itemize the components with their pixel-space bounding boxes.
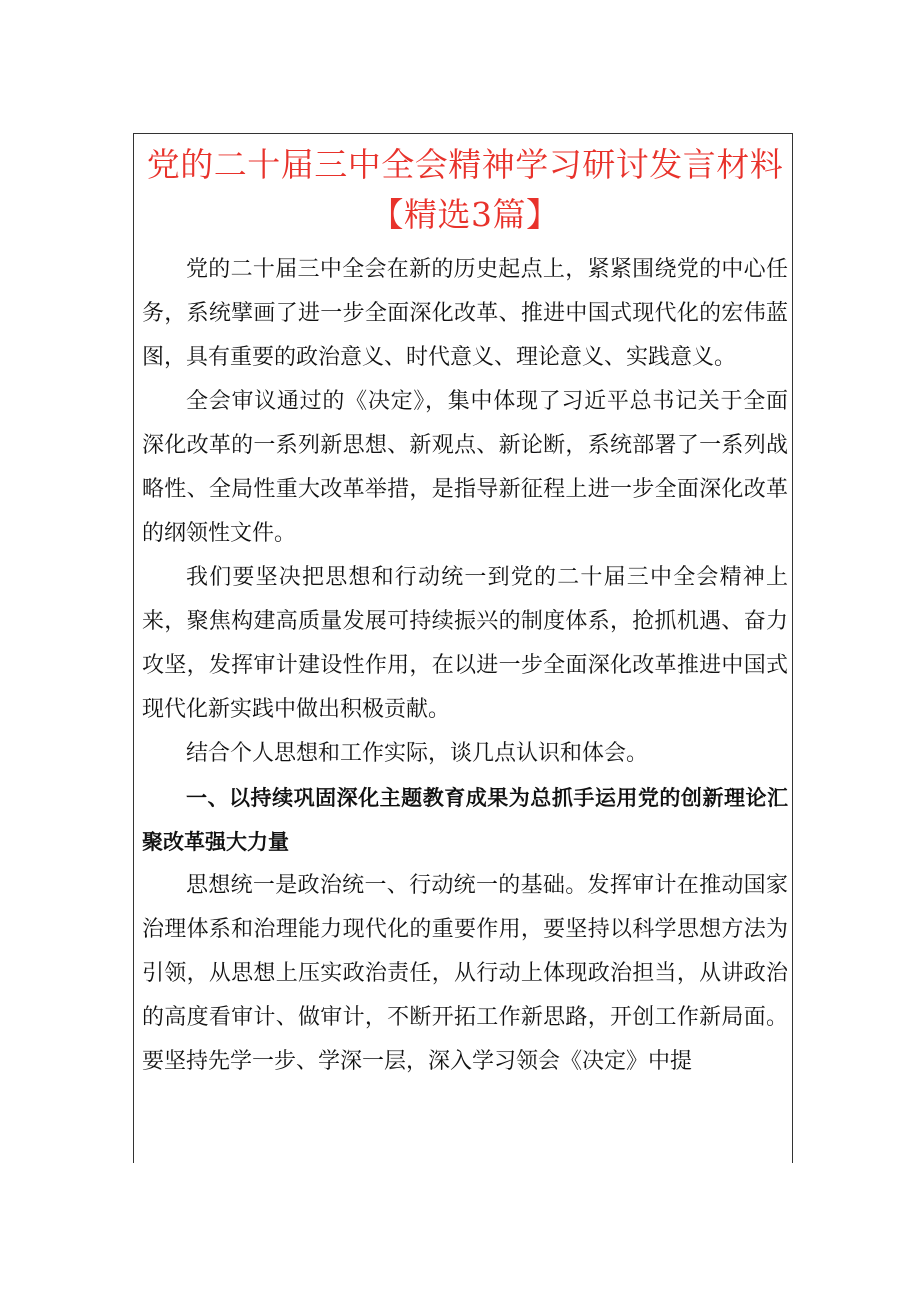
paragraph-intro: 党的二十届三中全会在新的历史起点上，紧紧围绕党的中心任务，系统擘画了进一步全面深化改革、推进中国式现代化的宏伟蓝图，具有重要的政治意义、时代意义、理论意义、实践意义。 <box>142 257 788 370</box>
document-body <box>142 248 788 1084</box>
paragraph-decision: 全会审议通过的《决定》，集中体现了习近平总书记关于全面深化改革的一系列新思想、新观点、新论断，系统部署了一系列战略性、全局性重大改革举措，是指导新征程上进一步全面深化改革的纲领性文件。 <box>142 389 788 546</box>
paragraph-personal: 结合个人思想和工作实际，谈几点认识和体会。 <box>186 741 649 766</box>
section-heading-1: 一、以持续巩固深化主题教育成果为总抓手运用党的创新理论汇聚改革强大力量 <box>142 786 788 854</box>
document-title: 党的二十届三中全会精神学习研讨发言材料【精选3篇】 <box>146 145 784 234</box>
document-frame <box>133 133 793 1163</box>
paragraph-section-1: 思想统一是政治统一、行动统一的基础。发挥审计在推动国家治理体系和治理能力现代化的重要作用，要坚持以科学思想方法为引领，从思想上压实政治责任，从行动上体现政治担当，从讲政治的高度看审计、做审计，不断开拓工作新思路，开创工作新局面。要坚持先学一步、学深一层，深入学习领会《决定》中提 <box>142 873 788 1074</box>
paragraph-commitment: 我们要坚决把思想和行动统一到党的二十届三中全会精神上来，聚焦构建高质量发展可持续振兴的制度体系，抢抓机遇、奋力攻坚，发挥审计建设性作用，在以进一步全面深化改革推进中国式现代化新实践中做出积极贡献。 <box>142 565 788 722</box>
